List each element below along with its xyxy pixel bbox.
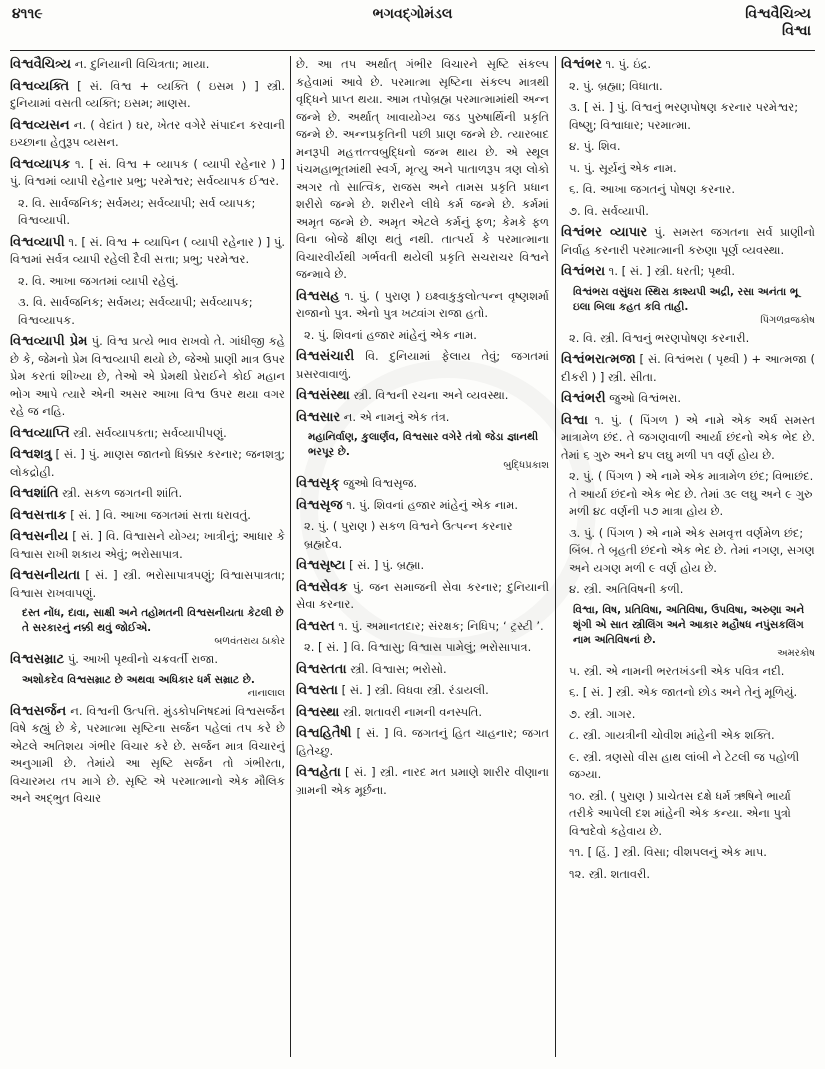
definition-text: સ્ત્રી. વિશ્વાસ; ભરોસો. [346, 661, 447, 676]
sense-entry: ૧૨. સ્ત્રી. શતાવરી. [569, 866, 650, 881]
dictionary-entry [10, 117, 285, 152]
definition-text: [ સં. ] પું. માણસ જાતનો ધિક્કાર કરનાર; જનશત્રુ; લોકદ્રોહી. [10, 447, 285, 479]
dictionary-entry [10, 333, 285, 421]
definition-text: સ્ત્રી. સકળ જગતની શાંતિ. [58, 486, 183, 500]
definition-text: [ સં. ] સ્ત્રી. વિધવા સ્ત્રી. રંડાયલી. [337, 683, 489, 697]
citation-quote: દસ્ત નોંધ, દાવા, સાક્ષી અને તહોમતની વિશ્વસનીયતા કેટલી છે તે સરકારનું નક્કી થવું જોઈએ. [22, 607, 284, 634]
headword: વિશ્વસાર [296, 409, 341, 425]
sense-entry: ૩. પું. ( પિંગળ ) એ નામે એક સમવૃત્ત વર્ણમેળ છંદ; બિંબ. તે બૃહતી છંદનો એક ભેદ છે. તેમાં નગણ, સગણ અને યગણ મળી ૯ વર્ણ હોય છે. [569, 525, 815, 575]
definition-text: ૧. પું. ( પિંગળ ) એ નામે એક અર્ધ સમસ્ત માત્રામેળ છંદ. તે જગણવાળી આર્યા છંદનો એક ભેદ છે. તેમાં ૬ ગુરુ અને ૪૫ લઘુ મળી ૫૧ વર્ણ હોય છે. [561, 412, 815, 462]
dictionary-entry [561, 224, 815, 259]
dictionary-entry [10, 703, 285, 808]
dictionary-entry [561, 263, 815, 281]
definition-text: પું. સમસ્ત જગતના સર્વ પ્રાણીનો નિર્વાહ કરનારી પરમાત્માની કરુણા પૂર્ણ વ્યવસ્થા. [561, 225, 815, 257]
definition-text: ૧. પું. શિવનાં હજાર માંહેનું એક નામ. [342, 497, 518, 512]
sense-entry: ૪. સ્ત્રી. અતિવિષની કળી. [569, 582, 684, 596]
dictionary-entry [296, 56, 549, 284]
definition-text: પું. જન સમાજની સેવા કરનાર; દુનિયાની સેવા કરનાર. [296, 579, 549, 611]
guide-word-last: વિશ્વા [782, 23, 811, 39]
dictionary-entry [10, 528, 285, 563]
guide-words [745, 6, 811, 39]
sense-entry: ૨. પું. શિવનાં હજાર માંહેનું એક નામ. [304, 327, 477, 342]
dictionary-entry [10, 234, 285, 269]
headword: વિશ્વસ્ત [296, 618, 335, 634]
dictionary-entry [296, 475, 549, 493]
headword: વિશ્વવ્યાપી પ્રેમ [10, 334, 88, 349]
definition-text: ૧. પું. ઇંદ્ર. [601, 57, 652, 71]
sense-entry: ૬. વિ. આખા જગતનું પોષણ કરનાર. [569, 182, 736, 196]
headword: વિશ્વા [561, 412, 588, 428]
dictionary-entry [296, 661, 549, 679]
sense-entry: ૫. સ્ત્રી. એ નામની ભરતખંડની એક પવિત્ર નદી. [569, 663, 785, 678]
headword: વિશ્વસર્જન [10, 703, 67, 719]
sense-entry: ૨. વિ. સાર્વજનિક; સર્વમય; સર્વવ્યાપી; સર્વ વ્યાપક; વિશ્વવ્યાપી. [18, 195, 256, 227]
definition-text: ન. ( વેદાંત ) ઘર, ખેતર વગેરે સંપાદન કરવાની ઇચ્છાના હેતુરૂપ વ્યસન. [10, 117, 285, 149]
definition-text: [ સં. વિશ્વંભરા ( પૃથ્વી ) + આત્મજા ( દીકરી ) ] સ્ત્રી. સીતા. [561, 352, 815, 384]
dictionary-entry [561, 56, 815, 74]
page-title: ભગવદ્ગોમંડલ [372, 6, 453, 22]
headword: વિશ્વસંચારી [296, 349, 355, 364]
sense-entry: ૨. પું. ( પુરાણ ) સકળ વિશ્વને ઉત્પન્ન કરનાર બ્રહ્મદેવ. [304, 519, 513, 551]
definition-text: [ સં. ] વિ. વિશ્વાસને યોગ્ય; ખાત્રીનું; આધાર કે વિશ્વાસ રાખી શકાય એવું; ભરોસાપાત્ર. [10, 529, 285, 561]
definition-text: ન. દુનિયાની વિચિત્રતા; માયા. [71, 57, 210, 71]
headword: વિશ્વશત્રુ [10, 447, 52, 462]
headword: વિશ્વવ્યાપી [10, 234, 65, 250]
definition-text: [ સં. ] પું. બ્રહ્મા. [345, 558, 425, 572]
definition-text: [ સં. ] વિ. જગતનું હિત ચાહનાર; જગત હિતેચ્છુ. [296, 726, 549, 758]
column-divider [290, 56, 291, 1057]
citation-source: અમરકોષ [777, 647, 815, 659]
headword: વિશ્વંભર વ્યાપાર [561, 225, 648, 240]
definition-text: ૧. [ સં. વિશ્વ + વ્યાપિન ( વ્યાપી રહેનાર ) ] પું. વિશ્વમાં સર્વત્ર વ્યાપી રહેલી દૈવી સત્તા; પ્રભુ; પરમેશ્વર. [10, 234, 285, 266]
sense-entry: ૩. વિ. સાર્વજનિક; સર્વમય; સર્વવ્યાપી; સર્વવ્યાપક; વિશ્વવ્યાપક. [18, 295, 253, 327]
headword: વિશ્વસહ [296, 288, 340, 304]
definition-text: સ્ત્રી. વિશ્વની રચના અને વ્યવસ્થા. [349, 388, 509, 402]
headword: વિશ્વંભરી [561, 391, 606, 406]
definition-text: પું. આખી પૃથ્વીનો ચક્રવર્તી રાજા. [64, 652, 218, 666]
dictionary-entry [296, 764, 549, 799]
definition-text: ૧. પું. અમાનતદાર; સંરક્ષક; નિધિપ; ‘ ટ્રસ્ટી ’. [334, 618, 544, 633]
sense-entry: ૨. પું. ( પિંગળ ) એ નામે એક માત્રામેળ છંદ; વિભાછંદ. તે આર્યા છંદનો એક ભેદ છે. તેમાં ૩૯ લઘુ અને ૯ ગુરુ મળી ૪૮ વર્ણની ૫૭ માત્રા હોય છે. [569, 469, 814, 518]
sense-entry: ૫. પું. સૂર્યનું એક નામ. [569, 160, 677, 175]
dictionary-entry [296, 725, 549, 760]
dictionary-entry [10, 446, 285, 481]
headword: વિશ્વંભર [561, 57, 602, 72]
dictionary-entry [296, 579, 549, 614]
definition-text: પું. વિશ્વ પ્રત્યે ભાવ રાખવો તે. ગાંધીજી કહે છે કે, જેમનો પ્રેમ વિશ્વવ્યાપી થયો છે, જેઓ પ્રાણી માત્ર ઉપર પ્રેમ કરતાં શીખ્યા છે, તેઓ એ પ્રેમથી પ્રેરાઈને કોઈ મહાન ભોગ આપે ત્યારે એની અસર આખા વિશ્વ ઉપર થયા વગર રહે જ નહિ. [10, 334, 285, 418]
column-divider [555, 56, 556, 1057]
dictionary-entry [10, 156, 285, 191]
definition-text: [ સં. ] સ્ત્રી. ભરોસાપાત્રપણું; વિશ્વાસપાત્રતા; વિશ્વાસ રાખવાપણું. [10, 568, 285, 600]
header-rule [10, 50, 815, 51]
column-3 [561, 56, 815, 1057]
sense-entry: ૨. [ સં. ] વિ. વિશ્વાસુ; વિશ્વાસ પામેલું; ભરોસાપાત્ર. [304, 640, 532, 654]
headword: વિશ્વસૃક્ [296, 476, 340, 491]
sense-entry: ૪. પું. શિવ. [569, 139, 621, 153]
column-1 [10, 56, 285, 1057]
headword: વિશ્વહિતૈષી [296, 726, 352, 741]
definition-text: છે. આ તપ અર્થાત્ ગંભીર વિચારને સૃષ્ટિ સંકલ્પ કહેવામાં આવે છે. પરમાત્મા સૃષ્ટિના સંકલ્પ માત્રથી વૃદ્ધિને પ્રાપ્ત થયા. આમ તપોબ્રહ્મ પરમાત્મામાંથી અન્ન જન્મે છે. અર્થાત્ ખાવાયોગ્ય જડ પુરુષાર્થિની પ્રકૃતિ જન્મે છે. અન્નપ્રકૃતિની પછી પ્રાણ જન્મે છે. ત્યારબાદ મનરૂપી મહત્તત્ત્વબુદ્ધિનો જન્મ થાય છે. એ સ્થૂલ પંચમહાભૂતમાંથી સ્વર્ગ, મૃત્યુ અને પાતાળરૂપ ત્રણ લોકો અગર તો સાત્વિક, રાજસ અને તામસ પ્રકૃતિ પ્રધાન શરીરો જન્મે છે. શરીરને લીધે કર્મ જન્મે છે. કર્મમાં અમૃત જન્મે છે. અમૃત એટલે કર્મનું ફળ; કેમકે ફળ વિના બોજે ક્ષીણ થતું નથી. તાત્પર્ય કે પરમાત્માના વિચારવીર્યથી ગર્ભવતી થયેલી પ્રકૃતિ સચરાચર વિશ્વને જન્માવે છે. [296, 57, 549, 281]
dictionary-entry [296, 557, 549, 575]
dictionary-entry [10, 425, 285, 443]
definition-text: ૧. પું. ( પુરાણ ) ઇક્ષ્વાકુકુલોત્પન્ન વૃષ્ણશર્મા રાજાનો પુત્ર. એનો પુત્ર ખટ્વાંગ રાજા હતો. [296, 288, 549, 320]
dictionary-entry [10, 56, 285, 74]
citation-quote: મહાનિર્વાણ, કુલાર્ણવ, વિશ્વસાર વગેરે તંત્રો જેડા જ્ઞાનથી ભરપૂર છે. [308, 431, 539, 458]
dictionary-entry [296, 387, 549, 405]
sense-entry: ૩. [ સં. ] પું. વિશ્વનું ભરણપોષણ કરનાર પરમેશ્વર; વિષ્ણુ; વિશ્વાધાર; પરમાત્મા. [569, 100, 799, 132]
headword: વિશ્વસનીય [10, 529, 69, 544]
headword: વિશ્વસ્તા [296, 683, 338, 698]
dictionary-entry [10, 485, 285, 503]
sense-entry: ૮. સ્ત્રી. ગાયત્રીની ચોવીશ માંહેની એક શક્તિ. [569, 728, 775, 742]
citation-quote: વિશ્વા, વિષ, પ્રતિવિષા, અતિવિષા, ઉપવિષા, અરુણા અને શૃંગી એ સાત સ્ત્રીલિંગ અને આકાર મહૌષધ નપુંસકલિંગ નામ અતિવિષનાં છે. [573, 603, 805, 646]
sense-entry: ૯. સ્ત્રી. ત્રણસો વીસ હાથ લાંબી ને ટેટલી જ પહોળી જગ્યા. [569, 749, 800, 781]
definition-text: [ સં. ] સ્ત્રી. નારદ મત પ્રમાણે શારીર વીણાના ગ્રામની એક મૂર્છના. [296, 765, 549, 797]
dictionary-entry [10, 651, 285, 669]
guide-word-first: વિશ્વવૈચિત્ર્ય [745, 6, 811, 22]
dictionary-entry [10, 567, 285, 602]
sense-entry: ૭. સ્ત્રી. ગાગર. [569, 706, 636, 721]
headword: વિશ્વસૃજ [296, 497, 343, 513]
definition-text: ૧. [ સં. ] સ્ત્રી. ધરતી; પૃથ્વી. [605, 264, 735, 278]
headword: વિશ્વસ્તતા [296, 661, 347, 677]
dictionary-entry [561, 390, 815, 408]
dictionary-entry [10, 78, 285, 113]
column-2 [296, 56, 549, 1057]
headword: વિશ્વસનીયતા [10, 568, 81, 583]
headword: વિશ્વહેતા [296, 765, 341, 780]
dictionary-entry [296, 682, 549, 700]
definition-text: સ્ત્રી. સર્વવ્યાપકતા; સર્વવ્યાપીપણું. [69, 425, 227, 440]
definition-text: જુઓ વિશ્વંભરા. [605, 391, 681, 405]
definition-text: ન. વિશ્વની ઉત્પત્તિ. મુંડકોપનિષદમાં વિશ્વસર્જન વિષે કહ્યું છે કે, પરમાત્મા સૃષ્ટિના સર્જન પહેલાં તપ કરે છે એટલે અતિશય ગંભીર વિચાર કરે છે. સર્જન માત્ર વિચારનું અનુગામી છે. તેમાંયે આ સૃષ્ટિ સર્જન તો ગંભીરતા, વિચારમય તપ માગે છે. સૃષ્ટિ એ પરમાત્માનો એક મૌલિક અને અદ્ભુત વિચાર [10, 703, 285, 805]
citation-source: નાનાલાલ [247, 687, 285, 699]
headword: વિશ્વસત્તાક [10, 507, 67, 523]
dictionary-entry [296, 348, 549, 383]
citation-source: બુદ્ધિપ્રકાશ [503, 460, 549, 471]
sense-entry: ૨. પું. બ્રહ્મા; વિધાતા. [569, 78, 663, 93]
dictionary-entry [296, 288, 549, 323]
headword: વિશ્વવ્યક્તિ [10, 78, 70, 94]
headword: વિશ્વવૈચિત્ર્ય [10, 57, 72, 72]
definition-text: જુઓ વિશ્વસૃજ. [339, 476, 418, 490]
sense-entry: ૭. વિ. સર્વવ્યાપી. [569, 203, 649, 218]
definition-text: ૧. [ સં. વિશ્વ + વ્યાપક ( વ્યાપી રહેનાર ) ] પું. વિશ્વમાં વ્યાપી રહેનાર પ્રભુ; પરમેશ્વર; સર્વવ્યાપક ઈશ્વર. [10, 156, 285, 188]
dictionary-entry [10, 507, 285, 525]
definition-text: ન. એ નામનું એક તંત્ર. [340, 409, 450, 424]
headword: વિશ્વસ્થા [296, 704, 340, 720]
definition-text: સ્ત્રી. શતાવરી નામની વનસ્પતિ. [339, 704, 483, 719]
headword: વિશ્વંભરા [561, 264, 606, 279]
headword: વિશ્વસમ્રાટ [10, 652, 65, 667]
definition-text: વિ. દુનિયામાં ફેલાય તેવું; જગતમાં પ્રસરવાવાળું. [296, 349, 549, 381]
sense-entry: ૧૦. સ્ત્રી. ( પુરાણ ) પ્રાચેતસ દક્ષે ધર્મ ઋષિને ભાર્યા તરીકે આપેલી દશ માંહેની એક કન્યા. એના પુત્રો વિશ્વદેવો કહેવાય છે. [569, 788, 791, 838]
headword: વિશ્વશાંતિ [10, 486, 59, 501]
citation-quote: અશોકદેવ વિશ્વસમ્રાટ છે અથવા અધિકાર ધર્મ સમ્રાટ છે. [22, 673, 255, 686]
sense-entry: ૬. [ સં. ] સ્ત્રી. એક જાતનો છોડ અને તેનું મૂળિયું. [569, 685, 798, 699]
dictionary-entry [296, 497, 549, 515]
dictionary-entry [561, 351, 815, 386]
headword: વિશ્વવ્યાપ્તિ [10, 425, 70, 441]
dictionary-entry [561, 412, 815, 465]
definition-text: [ સં. વિશ્વ + વ્યક્તિ ( ઇસમ ) ] સ્ત્રી. દુનિયામાં વસતી વ્યક્તિ; ઇસમ; માણસ. [10, 78, 285, 110]
headword: વિશ્વંભરાત્મજા [561, 352, 636, 367]
dictionary-entry [296, 409, 549, 427]
headword: વિશ્વસૃષ્ટા [296, 558, 346, 573]
citation-quote: વિશ્વંભરા વસુંધરા સ્થિરા કાશ્યપી અદ્રી, રસા અનંતા ભૂ ઇલા બિલા કહત કવિ તાહી. [573, 285, 799, 313]
headword: વિશ્વવ્યસન [10, 117, 70, 133]
dictionary-entry [296, 618, 549, 636]
dictionary-entry [296, 704, 549, 722]
page-number: ૪૧૧૯ [12, 6, 43, 22]
headword: વિશ્વસંસ્થા [296, 388, 350, 403]
definition-text: [ સં. ] વિ. આખા જગતમાં સત્તા ધરાવતું. [66, 507, 251, 522]
citation-source: બળવંતરાય ઠાકોર [214, 636, 285, 647]
sense-entry: ૨. વિ. સ્ત્રી. વિશ્વનું ભરણપોષણ કરનારી. [569, 330, 750, 345]
sense-entry: ૧૧. [ હિં. ] સ્ત્રી. વિસા; વીશપલનું એક માપ. [569, 845, 767, 859]
headword: વિશ્વસેવક [296, 579, 348, 595]
citation-source: પિંગળવ્રજકોષ [760, 314, 815, 326]
sense-entry: ૨. વિ. આખા જગતમાં વ્યાપી રહેલું. [18, 273, 179, 288]
headword: વિશ્વવ્યાપક [10, 156, 71, 172]
